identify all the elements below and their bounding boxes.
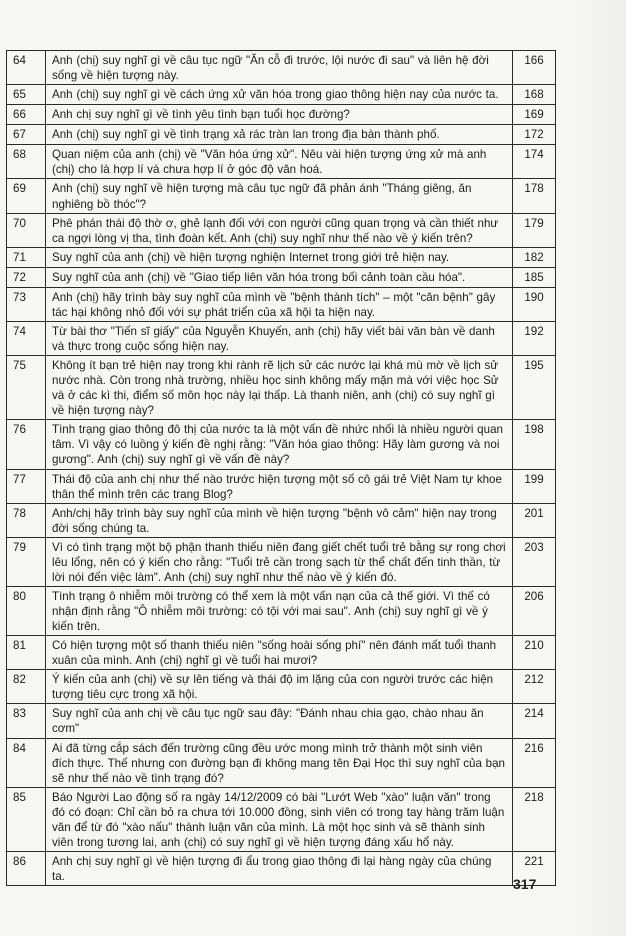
page-reference: 210 <box>513 636 556 670</box>
contents-table <box>6 50 556 886</box>
page-reference: 212 <box>513 670 556 704</box>
question-number: 84 <box>7 738 46 787</box>
page-reference: 199 <box>513 469 556 503</box>
table-row <box>7 738 556 787</box>
question-text: Báo Người Lao động số ra ngày 14/12/2009 có bài "Lướt Web "xào" luận văn" trong đó có đoạn: Chỉ cần bỏ ra chưa tới 10.000 đồng, sinh viên có trong tay hàng trăm luận văn để từ đó "xào nấu" thành luận văn của mình. Là một học sinh và sẽ thành sinh viên trong tương lai, anh (chị) có suy nghĩ gì về hiện tượng đáng xấu hổ này. <box>46 787 513 851</box>
question-text: Tình trạng giao thông đô thị của nước ta là một vấn đề nhức nhối là nhiều người quan tâm. Vì vậy có luồng ý kiến đề nghị rằng: "Văn hóa giao thông: Hãy làm gương và noi gương". Anh (chị) suy nghĩ gì về vấn đề này? <box>46 420 513 469</box>
page-reference: 169 <box>513 105 556 125</box>
question-number: 73 <box>7 287 46 321</box>
table-row <box>7 145 556 179</box>
question-text: Phê phán thái độ thờ ơ, ghẻ lạnh đối với con người cũng quan trọng và cần thiết như ca ngợi lòng vị tha, tình đoàn kết. Anh (chị) suy nghĩ như thế nào về ý kiến trên? <box>46 213 513 247</box>
page-reference: 185 <box>513 267 556 287</box>
question-text: Anh (chị) suy nghĩ gì về câu tục ngữ "Ăn cỗ đi trước, lội nước đi sau" và liên hệ đời sống về hiện tượng này. <box>46 51 513 85</box>
question-number: 64 <box>7 51 46 85</box>
page-reference: 172 <box>513 125 556 145</box>
question-text: Suy nghĩ của anh chị về câu tục ngữ sau đây: "Đánh nhau chia gạo, chào nhau ăn cơm" <box>46 704 513 738</box>
question-text: Anh (chị) suy nghĩ gì về cách ứng xử văn hóa trong giao thông hiện nay của nước ta. <box>46 85 513 105</box>
table-row <box>7 247 556 267</box>
table-row <box>7 537 556 586</box>
question-text: Không ít bạn trẻ hiện nay trong khi rành rẽ lịch sử các nước lại khá mù mờ về lịch sử nước nhà. Còn trong nhà trường, nhiều học sinh không mấy mặn mà với việc học Sử và ở các kì thi, điểm số môn học này lại thấp. Là thanh niên, anh (chị) có suy nghĩ gì về hiện tượng này? <box>46 356 513 420</box>
table-row <box>7 85 556 105</box>
table-row <box>7 125 556 145</box>
table-row <box>7 704 556 738</box>
table-row <box>7 670 556 704</box>
question-number: 66 <box>7 105 46 125</box>
page-reference: 195 <box>513 356 556 420</box>
page-reference: 203 <box>513 537 556 586</box>
question-text: Suy nghĩ của anh (chị) về hiện tượng nghiện Internet trong giới trẻ hiện nay. <box>46 247 513 267</box>
table-row <box>7 287 556 321</box>
page-reference: 179 <box>513 213 556 247</box>
question-number: 70 <box>7 213 46 247</box>
question-number: 74 <box>7 321 46 355</box>
question-text: Anh (chị) hãy trình bày suy nghĩ của mình về "bệnh thành tích" – một "căn bệnh" gây tác hại không nhỏ đối với sự phát triển của xã hội ta hiện nay. <box>46 287 513 321</box>
contents-table-body <box>7 51 556 886</box>
page-reference: 221 <box>513 851 556 885</box>
question-number: 75 <box>7 356 46 420</box>
table-row <box>7 267 556 287</box>
page-reference: 206 <box>513 586 556 635</box>
question-number: 86 <box>7 851 46 885</box>
page-reference: 178 <box>513 179 556 213</box>
page-reference: 190 <box>513 287 556 321</box>
question-text: Quan niệm của anh (chị) về "Văn hóa ứng xử". Nêu vài hiện tượng ứng xử mà anh (chị) cho là hợp lí và chưa hợp lí ở góc độ văn hoá. <box>46 145 513 179</box>
question-number: 65 <box>7 85 46 105</box>
question-number: 83 <box>7 704 46 738</box>
page-reference: 214 <box>513 704 556 738</box>
table-row <box>7 586 556 635</box>
table-row <box>7 420 556 469</box>
table-row <box>7 105 556 125</box>
question-number: 76 <box>7 420 46 469</box>
table-row <box>7 179 556 213</box>
page-reference: 192 <box>513 321 556 355</box>
page-reference: 198 <box>513 420 556 469</box>
question-text: Ai đã từng cắp sách đến trường cũng đều ước mong mình trở thành một sinh viên đích thực. Thế nhưng con đường bạn đi không mang tên Đại Học thì suy nghĩ của bạn sẽ như thế nào về tình trạng đó? <box>46 738 513 787</box>
page-reference: 168 <box>513 85 556 105</box>
page-reference: 166 <box>513 51 556 85</box>
question-text: Suy nghĩ của anh (chị) về "Giao tiếp liên văn hóa trong bối cảnh toàn cầu hóa". <box>46 267 513 287</box>
table-row <box>7 213 556 247</box>
question-text: Anh (chị) suy nghĩ về hiện tượng mà câu tục ngữ đã phản ánh "Tháng giêng, ăn nghiêng bồ thóc"? <box>46 179 513 213</box>
table-row <box>7 51 556 85</box>
table-row <box>7 503 556 537</box>
page-reference: 216 <box>513 738 556 787</box>
page-reference: 174 <box>513 145 556 179</box>
question-text: Vì có tình trạng một bộ phận thanh thiếu niên đang giết chết tuổi trẻ bằng sự rong chơi lêu lổng, nên có ý kiến cho rằng: "Tuổi trẻ cần trong sạch từ thể chất đến tinh thần, từ lời nói đến việc làm". Anh (chị) suy nghĩ như thế nào về ý kiến đó. <box>46 537 513 586</box>
question-number: 79 <box>7 537 46 586</box>
question-text: Anh chị suy nghĩ gì về tình yêu tình bạn tuổi học đường? <box>46 105 513 125</box>
question-number: 78 <box>7 503 46 537</box>
table-row <box>7 851 556 885</box>
page-reference: 218 <box>513 787 556 851</box>
question-number: 69 <box>7 179 46 213</box>
question-text: Thái độ của anh chị như thế nào trước hiện tượng một số cô gái trẻ Việt Nam tự khoe thân thể mình trên các trang Blog? <box>46 469 513 503</box>
question-text: Anh/chị hãy trình bày suy nghĩ của mình về hiện tượng "bệnh vô cảm" hiện nay trong đời sống chúng ta. <box>46 503 513 537</box>
question-text: Tình trạng ô nhiễm môi trường có thể xem là một vấn nạn của cả thế giới. Vì thế có nhận định rằng "Ô nhiễm môi trường: có tội với mai sau". Anh (chị) suy nghĩ gì về ý kiến trên. <box>46 586 513 635</box>
question-text: Có hiện tượng một số thanh thiếu niên "sống hoài sống phí" nên đánh mất tuổi thanh xuân của mình. Anh (chị) nghĩ gì về tuổi hai mươi? <box>46 636 513 670</box>
question-number: 67 <box>7 125 46 145</box>
page-reference: 182 <box>513 247 556 267</box>
question-number: 82 <box>7 670 46 704</box>
question-text: Ý kiến của anh (chị) về sự lên tiếng và thái độ im lặng của con người trước các hiện tượng tiêu cực trong xã hội. <box>46 670 513 704</box>
table-row <box>7 321 556 355</box>
question-number: 71 <box>7 247 46 267</box>
page-number: 317 <box>513 876 537 892</box>
question-number: 77 <box>7 469 46 503</box>
question-number: 80 <box>7 586 46 635</box>
page-reference: 201 <box>513 503 556 537</box>
table-row <box>7 356 556 420</box>
table-row <box>7 469 556 503</box>
question-number: 81 <box>7 636 46 670</box>
question-number: 85 <box>7 787 46 851</box>
table-row <box>7 636 556 670</box>
question-text: Anh chị suy nghĩ gì về hiện tượng đi ẩu trong giao thông đi lại hàng ngày của chúng ta. <box>46 851 513 885</box>
question-text: Từ bài thơ "Tiến sĩ giấy" của Nguyễn Khuyến, anh (chị) hãy viết bài văn bàn về danh và thực trong cuộc sống hiện nay. <box>46 321 513 355</box>
question-text: Anh (chị) suy nghĩ gì về tình trạng xả rác tràn lan trong địa bàn thành phố. <box>46 125 513 145</box>
table-row <box>7 787 556 851</box>
question-number: 72 <box>7 267 46 287</box>
question-number: 68 <box>7 145 46 179</box>
